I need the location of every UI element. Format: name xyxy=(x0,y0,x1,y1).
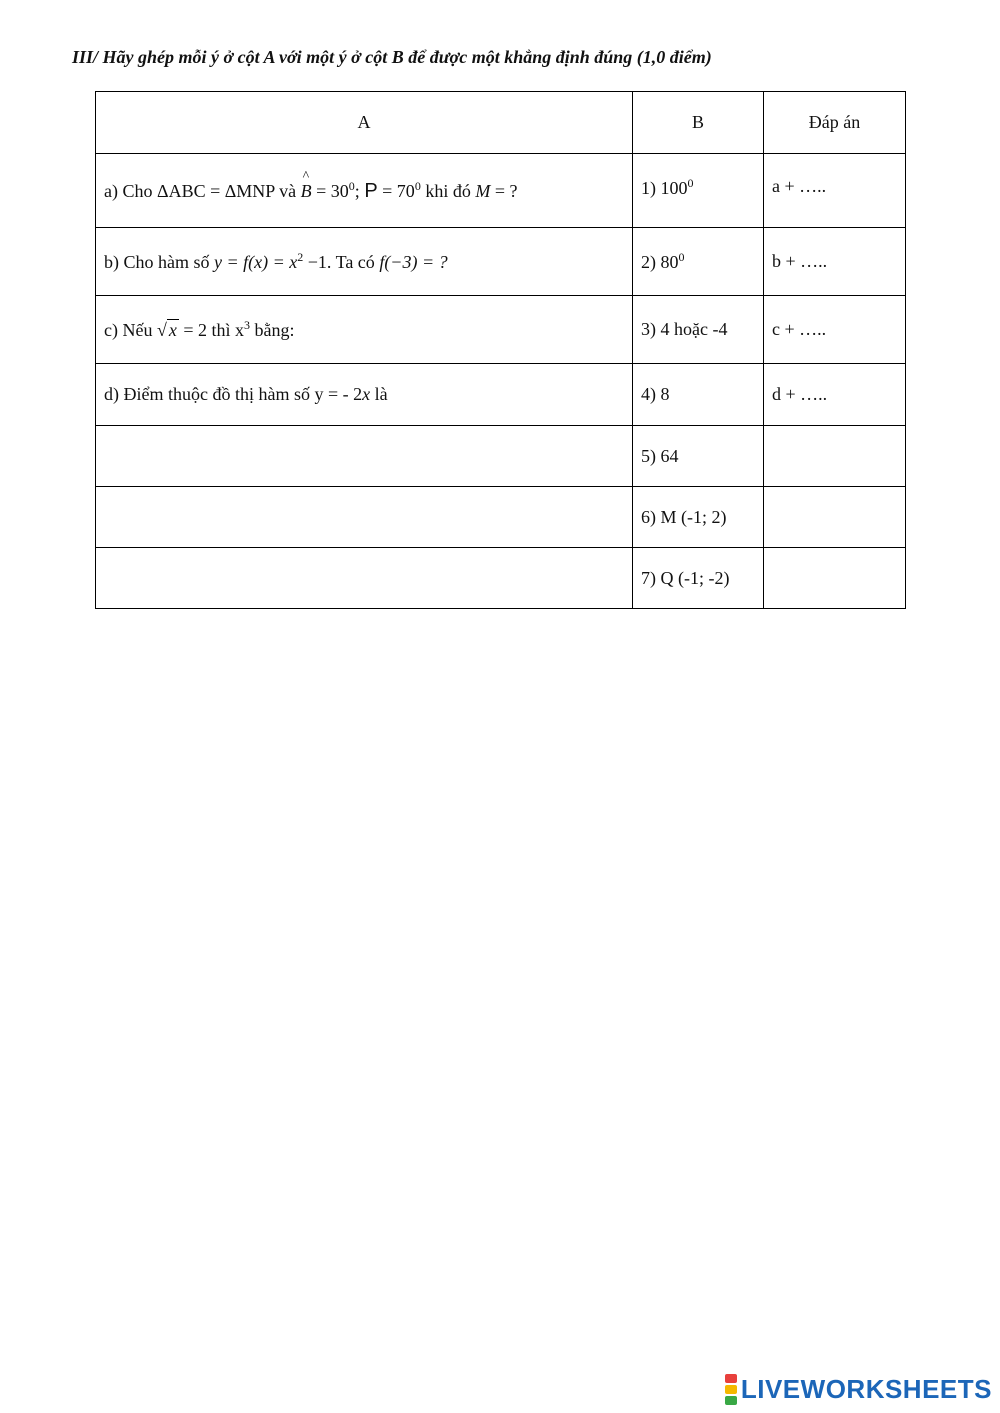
table-row xyxy=(96,426,906,487)
answer-field-b[interactable]: b + ….. xyxy=(764,228,906,296)
answer-field-d[interactable]: d + ….. xyxy=(764,364,906,426)
empty-cell xyxy=(96,487,633,548)
empty-cell xyxy=(764,548,906,609)
statement-b: b) Cho hàm số $y = f(x) = x^2 -1$. Ta có f(−3) = ? xyxy=(96,228,633,296)
statement-d: d) Điểm thuộc đồ thị hàm số y = - 2x là xyxy=(96,364,633,426)
liveworksheets-logo-icon xyxy=(725,1374,737,1405)
statement-a: a) Cho ΔABC = ΔMNP và ^ $B = 30^0$; $P = 70^0$ khi đó M = ? xyxy=(96,154,633,228)
column-header-b: B xyxy=(633,92,764,154)
empty-cell xyxy=(764,487,906,548)
watermark-text: LIVEWORKSHEETS xyxy=(740,1374,992,1404)
table-row xyxy=(96,487,906,548)
table-row xyxy=(96,548,906,609)
table-row xyxy=(96,228,906,296)
answer-field-c[interactable]: c + ….. xyxy=(764,296,906,364)
statement-c: c) Nếu √ x = 2 thì $x^3$ bằng: xyxy=(96,296,633,364)
table-row xyxy=(96,364,906,426)
option-7: 7) Q (-1; -2) xyxy=(633,548,764,609)
table-header-row xyxy=(96,92,906,154)
empty-cell xyxy=(764,426,906,487)
option-3: 3) 4 hoặc -4 xyxy=(633,296,764,364)
option-1: 1) $100^0$ xyxy=(633,154,764,228)
table-row xyxy=(96,154,906,228)
column-header-a: A xyxy=(96,92,633,154)
matching-table xyxy=(95,91,906,609)
option-5: 5) 64 xyxy=(633,426,764,487)
option-6: 6) M (-1; 2) xyxy=(633,487,764,548)
empty-cell xyxy=(96,426,633,487)
column-header-answer: Đáp án xyxy=(764,92,906,154)
liveworksheets-watermark xyxy=(725,1374,992,1405)
empty-cell xyxy=(96,548,633,609)
table-row xyxy=(96,296,906,364)
option-2: 2) $80^0$ xyxy=(633,228,764,296)
option-4: 4) 8 xyxy=(633,364,764,426)
answer-field-a[interactable]: a + ….. xyxy=(764,154,906,228)
section-heading: III/ Hãy ghép mỗi ý ở cột A với một ý ở cột B để được một khẳng định đúng (1,0 điểm) xyxy=(72,47,712,67)
